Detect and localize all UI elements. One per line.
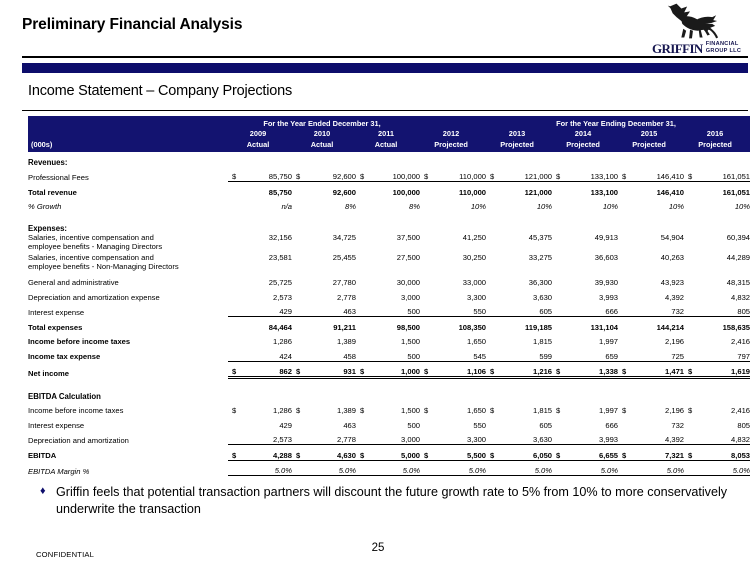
year-2014: 2014 bbox=[552, 128, 618, 139]
income-statement-table bbox=[28, 116, 751, 476]
currency-symbol: $ bbox=[296, 367, 301, 376]
cell-value: 37,500 bbox=[396, 232, 421, 242]
cell-value: 1,650 bbox=[467, 337, 487, 346]
confidential-label: CONFIDENTIAL bbox=[36, 550, 95, 559]
cell-value: 85,750 bbox=[268, 172, 292, 181]
cell-value: 605 bbox=[539, 307, 553, 316]
cell-value: 131,104 bbox=[552, 317, 618, 332]
table-row bbox=[28, 332, 750, 347]
currency-symbol: $ bbox=[424, 450, 429, 460]
cell-value: 27,500 bbox=[396, 252, 421, 262]
slide-header bbox=[0, 0, 756, 66]
salaries-md-label-line1: Salaries, incentive compensation and bbox=[28, 232, 154, 242]
cell-value: 5,500 bbox=[467, 450, 487, 460]
row-spacer bbox=[28, 211, 750, 218]
cell-value: 429 bbox=[279, 307, 292, 316]
cell-value: 424 bbox=[279, 351, 292, 361]
currency-symbol: $ bbox=[622, 450, 627, 460]
group-header-ended: For the Year Ended December 31, bbox=[228, 116, 420, 128]
cell-value: 1,815 bbox=[533, 337, 553, 346]
table-row bbox=[28, 401, 750, 416]
cell-value: 44,289 bbox=[726, 252, 751, 262]
cell-value: 32,156 bbox=[268, 232, 292, 242]
currency-symbol: $ bbox=[556, 450, 561, 460]
cell-value: 5.0% bbox=[552, 460, 618, 476]
section-divider bbox=[22, 110, 748, 111]
cell-value: 3,000 bbox=[401, 435, 421, 444]
cell-value: 121,000 bbox=[486, 182, 552, 197]
header-divider bbox=[22, 56, 748, 58]
cell-value: 45,375 bbox=[528, 232, 553, 242]
currency-symbol: $ bbox=[424, 406, 429, 415]
cell-value: 2,416 bbox=[731, 406, 751, 415]
professional-fees-label: Professional Fees bbox=[28, 172, 89, 182]
cell-value: 60,394 bbox=[726, 232, 751, 242]
cell-value: 4,832 bbox=[731, 435, 751, 444]
cell-value: 2,196 bbox=[665, 406, 685, 415]
table-header bbox=[28, 116, 750, 152]
currency-symbol: $ bbox=[490, 406, 495, 415]
ebitda-section-header: EBITDA Calculation bbox=[28, 391, 101, 401]
cell-value: 54,904 bbox=[660, 232, 685, 242]
currency-symbol: $ bbox=[490, 172, 495, 181]
cell-value: 659 bbox=[605, 351, 619, 361]
logo-wordmark bbox=[652, 41, 748, 55]
cell-value: 805 bbox=[737, 307, 751, 316]
cell-value: 4,392 bbox=[665, 292, 685, 302]
cell-value: 34,725 bbox=[332, 232, 356, 242]
row-blank bbox=[228, 152, 750, 167]
section-accent-band bbox=[22, 63, 748, 73]
year-type-2012: Projected bbox=[420, 139, 486, 152]
cell-value: 85,750 bbox=[228, 182, 292, 197]
cell-value: 23,581 bbox=[268, 252, 292, 262]
cell-value: 3,993 bbox=[599, 435, 619, 444]
cell-value: 1,216 bbox=[533, 367, 553, 376]
cell-value: 36,603 bbox=[594, 252, 619, 262]
currency-symbol: $ bbox=[490, 367, 495, 376]
cell-value: 133,100 bbox=[552, 182, 618, 197]
cell-value: 1,500 bbox=[401, 406, 421, 415]
cell-value: 3,000 bbox=[401, 292, 421, 302]
cell-value: 1,815 bbox=[533, 406, 553, 415]
year-2010: 2010 bbox=[292, 128, 356, 139]
cell-value: 3,300 bbox=[467, 435, 487, 444]
year-type-2009: Actual bbox=[228, 139, 292, 152]
year-type-2013: Projected bbox=[486, 139, 552, 152]
cell-value: 463 bbox=[343, 307, 356, 316]
cell-value: 10% bbox=[536, 202, 553, 211]
cell-value: 10% bbox=[470, 202, 487, 211]
currency-symbol: $ bbox=[232, 172, 237, 181]
page-title: Preliminary Financial Analysis bbox=[22, 16, 243, 33]
year-type-2016: Projected bbox=[684, 139, 750, 152]
bullet-point bbox=[40, 484, 740, 518]
cell-value: 4,392 bbox=[665, 435, 685, 444]
year-type-2010: Actual bbox=[292, 139, 356, 152]
net-income-label: Net income bbox=[28, 368, 69, 378]
cell-value: 25,455 bbox=[332, 252, 356, 262]
bullet-text: Griffin feels that potential transaction partners will discount the future growth rate to 5% from 10% to more conservatively underwrite the transaction bbox=[56, 485, 728, 516]
row-spacer bbox=[28, 378, 750, 387]
ebitda-income-before-taxes-label: Income before income taxes bbox=[28, 406, 124, 415]
cell-value: 732 bbox=[671, 420, 685, 430]
table-row bbox=[28, 317, 750, 332]
table-row bbox=[28, 361, 750, 378]
table-row bbox=[28, 445, 750, 461]
cell-value: 110,000 bbox=[420, 182, 486, 197]
growth-label: % Growth bbox=[28, 202, 62, 211]
cell-value: 463 bbox=[343, 420, 356, 430]
row-blank bbox=[228, 386, 750, 401]
currency-symbol: $ bbox=[622, 406, 627, 415]
table-row bbox=[28, 302, 750, 317]
cell-value: 2,778 bbox=[336, 292, 356, 302]
cell-value: 1,338 bbox=[599, 367, 619, 376]
currency-symbol: $ bbox=[360, 367, 365, 376]
cell-value: 797 bbox=[737, 351, 751, 361]
currency-symbol: $ bbox=[232, 367, 237, 376]
currency-symbol: $ bbox=[556, 406, 561, 415]
year-type-2014: Projected bbox=[552, 139, 618, 152]
cell-value: 10% bbox=[734, 202, 751, 211]
currency-symbol: $ bbox=[360, 450, 365, 460]
cell-value: 10% bbox=[602, 202, 619, 211]
expenses-section-header: Expenses: bbox=[28, 223, 68, 233]
griffin-icon bbox=[662, 2, 720, 42]
cell-value: 5.0% bbox=[618, 460, 684, 476]
cell-value: 500 bbox=[407, 307, 421, 316]
table-row bbox=[28, 253, 750, 273]
currency-symbol: $ bbox=[232, 450, 237, 460]
cell-value: 2,573 bbox=[272, 292, 292, 302]
cell-value: 2,573 bbox=[272, 435, 292, 444]
cell-value: 550 bbox=[473, 420, 487, 430]
cell-value: 2,196 bbox=[665, 337, 685, 346]
table-row bbox=[28, 273, 750, 288]
year-2011: 2011 bbox=[356, 128, 420, 139]
table-row bbox=[28, 415, 750, 430]
cell-value: 144,214 bbox=[618, 317, 684, 332]
year-type-2015: Projected bbox=[618, 139, 684, 152]
cell-value: 599 bbox=[539, 351, 553, 361]
cell-value: 500 bbox=[407, 351, 421, 361]
cell-value: 862 bbox=[279, 367, 292, 376]
cell-value: 49,913 bbox=[594, 232, 619, 242]
cell-value: 30,250 bbox=[462, 252, 487, 262]
cell-value: 6,655 bbox=[599, 450, 619, 460]
cell-value: 146,410 bbox=[656, 172, 685, 181]
cell-value: 8% bbox=[409, 202, 421, 211]
group-header-ending: For the Year Ending December 31, bbox=[486, 116, 750, 128]
cell-value: 7,321 bbox=[665, 450, 685, 460]
cell-value: 33,275 bbox=[528, 252, 553, 262]
table-row bbox=[28, 197, 750, 212]
cell-value: 2,416 bbox=[731, 337, 751, 346]
salaries-nmd-label-line2: employee benefits - Non-Managing Directors bbox=[28, 261, 179, 271]
cell-value: 6,050 bbox=[533, 450, 553, 460]
cell-value: 1,997 bbox=[599, 406, 619, 415]
cell-value: 8% bbox=[345, 202, 356, 211]
table-row bbox=[28, 430, 750, 445]
cell-value: 27,780 bbox=[332, 278, 356, 287]
currency-symbol: $ bbox=[424, 172, 429, 181]
cell-value: 30,000 bbox=[396, 278, 421, 287]
cell-value: 1,000 bbox=[401, 367, 421, 376]
general-admin-label: General and administrative bbox=[28, 278, 119, 287]
cell-value: 146,410 bbox=[618, 182, 684, 197]
cell-value: 2,778 bbox=[336, 435, 356, 444]
ebitda-total-label: EBITDA bbox=[28, 451, 57, 460]
currency-symbol: $ bbox=[296, 450, 301, 460]
cell-value: 43,923 bbox=[660, 278, 685, 287]
cell-value: 3,300 bbox=[467, 292, 487, 302]
currency-symbol: $ bbox=[232, 406, 237, 415]
total-revenue-label: Total revenue bbox=[28, 187, 77, 197]
currency-symbol: $ bbox=[688, 450, 693, 460]
currency-symbol: $ bbox=[360, 406, 365, 415]
cell-value: 5.0% bbox=[292, 460, 356, 476]
table-row bbox=[28, 152, 750, 167]
income-tax-expense-label: Income tax expense bbox=[28, 352, 101, 361]
cell-value: 5.0% bbox=[684, 460, 750, 476]
cell-value: 732 bbox=[671, 307, 685, 316]
table-row bbox=[28, 346, 750, 361]
cell-value: 5,000 bbox=[401, 450, 421, 460]
year-2016: 2016 bbox=[684, 128, 750, 139]
ebitda-depreciation-label: Depreciation and amortization bbox=[28, 435, 129, 445]
cell-value: 100,000 bbox=[392, 172, 421, 181]
salaries-nmd-label bbox=[28, 253, 228, 273]
cell-value: 4,288 bbox=[272, 450, 292, 460]
cell-value: 3,630 bbox=[533, 435, 553, 444]
cell-value: 25,725 bbox=[268, 278, 292, 287]
salaries-md-label bbox=[28, 233, 228, 253]
year-type-2011: Actual bbox=[356, 139, 420, 152]
cell-value: 500 bbox=[407, 420, 421, 430]
cell-value: 605 bbox=[539, 420, 553, 430]
currency-symbol: $ bbox=[360, 172, 365, 181]
cell-value: 98,500 bbox=[356, 317, 420, 332]
cell-value: 550 bbox=[473, 307, 487, 316]
currency-symbol: $ bbox=[688, 172, 693, 181]
cell-value: 41,250 bbox=[462, 232, 487, 242]
section-title: Income Statement – Company Projections bbox=[28, 83, 293, 99]
cell-value: 100,000 bbox=[356, 182, 420, 197]
cell-value: 36,300 bbox=[528, 278, 553, 287]
cell-value: 110,000 bbox=[459, 172, 487, 181]
currency-symbol: $ bbox=[296, 172, 301, 181]
units-label: (000s) bbox=[28, 139, 228, 152]
year-2013: 2013 bbox=[486, 128, 552, 139]
cell-value: 119,185 bbox=[486, 317, 552, 332]
table-row bbox=[28, 182, 750, 197]
logo-subtitle bbox=[706, 41, 742, 55]
row-blank bbox=[228, 218, 750, 233]
cell-value: 84,464 bbox=[228, 317, 292, 332]
cell-value: 1,619 bbox=[731, 367, 751, 376]
cell-value: 1,286 bbox=[272, 337, 292, 346]
table-row bbox=[28, 386, 750, 401]
cell-value: 666 bbox=[605, 307, 619, 316]
diamond-bullet-icon: ♦ bbox=[40, 485, 46, 497]
cell-value: 108,350 bbox=[420, 317, 486, 332]
salaries-nmd-label-line1: Salaries, incentive compensation and bbox=[28, 252, 154, 262]
cell-value: 1,106 bbox=[467, 367, 487, 376]
income-before-taxes-label: Income before income taxes bbox=[28, 337, 131, 346]
currency-symbol: $ bbox=[622, 172, 627, 181]
currency-symbol: $ bbox=[490, 450, 495, 460]
cell-value: 666 bbox=[605, 420, 619, 430]
cell-value: 91,211 bbox=[292, 317, 356, 332]
cell-value: 805 bbox=[737, 420, 751, 430]
currency-symbol: $ bbox=[688, 406, 693, 415]
currency-symbol: $ bbox=[622, 367, 627, 376]
cell-value: 8,053 bbox=[731, 450, 751, 460]
cell-value: 429 bbox=[279, 420, 292, 430]
cell-value: 1,997 bbox=[599, 337, 619, 346]
currency-symbol: $ bbox=[424, 367, 429, 376]
table-row bbox=[28, 218, 750, 233]
company-logo bbox=[652, 2, 748, 58]
currency-symbol: $ bbox=[688, 367, 693, 376]
total-expenses-label: Total expenses bbox=[28, 322, 83, 332]
cell-value: 725 bbox=[671, 351, 685, 361]
logo-sub-line2: GROUP LLC bbox=[705, 48, 742, 55]
cell-value: 1,389 bbox=[336, 406, 356, 415]
cell-value: 5.0% bbox=[420, 460, 486, 476]
cell-value: 1,500 bbox=[401, 337, 421, 346]
cell-value: 92,600 bbox=[292, 182, 356, 197]
year-2009: 2009 bbox=[228, 128, 292, 139]
cell-value: 92,600 bbox=[332, 172, 356, 181]
cell-value: 458 bbox=[343, 351, 356, 361]
cell-value: 1,389 bbox=[336, 337, 356, 346]
cell-value: n/a bbox=[281, 202, 292, 211]
table-row bbox=[28, 460, 750, 476]
cell-value: 3,630 bbox=[533, 292, 553, 302]
cell-value: 39,930 bbox=[594, 278, 619, 287]
cell-value: 4,832 bbox=[731, 292, 751, 302]
salaries-md-label-line2: employee benefits - Managing Directors bbox=[28, 241, 163, 251]
table-row bbox=[28, 233, 750, 253]
cell-value: 5.0% bbox=[356, 460, 420, 476]
table-row bbox=[28, 287, 750, 302]
interest-label: Interest expense bbox=[28, 307, 85, 317]
cell-value: 4,630 bbox=[336, 450, 356, 460]
cell-value: 158,635 bbox=[684, 317, 750, 332]
cell-value: 48,315 bbox=[726, 278, 751, 287]
page-number: 25 bbox=[371, 542, 385, 554]
cell-value: 1,471 bbox=[665, 367, 685, 376]
cell-value: 1,286 bbox=[272, 406, 292, 415]
currency-symbol: $ bbox=[556, 172, 561, 181]
cell-value: 10% bbox=[668, 202, 685, 211]
cell-value: 3,993 bbox=[599, 292, 619, 302]
cell-value: 40,263 bbox=[660, 252, 685, 262]
logo-name: GRIFFIN bbox=[652, 40, 703, 56]
cell-value: 5.0% bbox=[486, 460, 552, 476]
currency-symbol: $ bbox=[556, 367, 561, 376]
cell-value: 161,051 bbox=[722, 172, 751, 181]
ebitda-margin-label: EBITDA Margin % bbox=[28, 466, 90, 476]
cell-value: 133,100 bbox=[590, 172, 619, 181]
currency-symbol: $ bbox=[296, 406, 301, 415]
ebitda-interest-label: Interest expense bbox=[28, 420, 85, 430]
cell-value: 545 bbox=[473, 351, 487, 361]
logo-sub-line1: FINANCIAL bbox=[705, 41, 739, 48]
cell-value: 1,650 bbox=[467, 406, 487, 415]
group-header-blank bbox=[420, 116, 486, 128]
cell-value: 5.0% bbox=[228, 460, 292, 476]
year-2012: 2012 bbox=[420, 128, 486, 139]
cell-value: 161,051 bbox=[684, 182, 750, 197]
cell-value: 121,000 bbox=[524, 172, 553, 181]
depreciation-label: Depreciation and amortization expense bbox=[28, 292, 160, 302]
year-2015: 2015 bbox=[618, 128, 684, 139]
revenues-section-header: Revenues: bbox=[28, 157, 68, 167]
header-spacer bbox=[28, 116, 228, 128]
header-spacer-2 bbox=[28, 128, 228, 139]
table-row bbox=[28, 167, 750, 182]
cell-value: 33,000 bbox=[462, 278, 487, 287]
cell-value: 931 bbox=[343, 367, 356, 376]
